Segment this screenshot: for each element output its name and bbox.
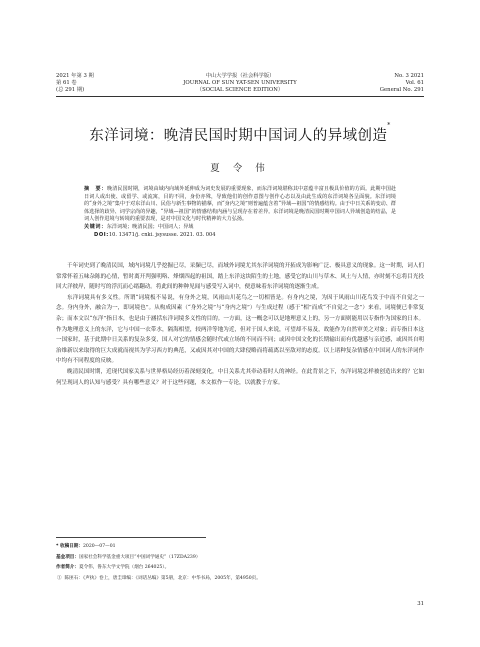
footnote-divider <box>56 537 206 538</box>
header-divider <box>56 96 424 97</box>
article-author: 夏 令 伟 <box>210 163 270 174</box>
fund-info: 基金项目：国家社会科学基金重大项目“中国词学通史”（17ZDA239） <box>56 554 201 560</box>
article-title: 东洋词境：晚清民国时期中国词人的异域创造* <box>89 122 391 144</box>
header-issue-info: 2021 年第 3 期 第 61 卷 (总 291 期) <box>56 73 94 94</box>
article-body <box>56 261 424 388</box>
citation-note: ① 陈匪石：《声执》卷上，唐圭璋编：《词话丛编》第5册，北京：中华书局，2005年，第4950页。 <box>57 575 261 581</box>
header-volume-info: No. 3 2021 Vol. 61 General No. 291 <box>379 73 424 94</box>
abstract-block <box>84 186 396 240</box>
title-footnote-mark: * <box>387 122 391 129</box>
body-paragraph: 东洋词境具有多义性。所谓“词境板不易说，有身外之境，风雨山川花鸟之一切相皆是。有身内之境，为因于风雨山川花鸟发于中而不自觉之一念。身内身外，融合为一，即词境也”。从构成因素（“身外之境”与“身内之境”）与生成过程（感于“相”而成“不自觉之一念”）来看，词境便已非常复杂；而本文以“东洋”指日本，也是由于涵括东洋词境多义性的目的。一方面，这一概念可以是地理意义上的，另一方面则能用以专指作为国家的日本。作为地理意义上的东洋，它与中国一衣带水，隔海相望，较两洋等地为近，但对于国人来说，可望却不易及，故能作为自然审美之对象；而专指日本这一国家时，基于此期中日关系的复杂多变，国人对它的情感会随时代或立场的不同而不同；或因中国文化的长期输出而有优越感与亲近感，或因其自明治维新以来取得的巨大成就而视其为学习西方的典范，又或因其对中国的大肆侵略而将疏离以至敌对的态度。以上诸种复杂情感在中国词人的东洋词作中均有不同程度的反映。 <box>56 294 424 365</box>
footnotes <box>56 542 424 584</box>
received-date: * 收稿日期：2020—07—01 <box>56 544 116 549</box>
author-bio: 作者简介：夏令伟，鲁东大学文学院（烟台 264025）。 <box>56 565 170 570</box>
body-paragraph: 晚清民国时期，近现代国家关系与世界格局经历着深刻变化，中日关系尤其牵动着时人的神经。在此背景之下，东洋词境怎样被创造出来的？它如何呈现词人的认知与感受？具有哪些意义？对于这些问题，本文拟作一专论，以就教于方家。 <box>56 368 424 386</box>
keywords: 关键词：东洋词境；晚清民国；中国词人；异域 <box>84 224 194 231</box>
body-paragraph: 千年词史到了晚清民国，域内词境几乎挖掘已尽，采撷已尽，而域外词境尤其东洋词境的开拓成为影响广泛、极具意义的现象。这一时期，词人们常常怀着五味杂陈的心情，暂时离开判强明咯、烽烟四起的祖国，踏上东洋这块陌生的土地，感受它的山川与草木、风土与人情，亦时刻不忘将目光投回大洋彼岸，随时写的浮沉而心绪翻动。将此间的种种见闻与感受写入词中，便意味着东洋词境的逐渐生成。 <box>56 263 424 291</box>
doi: DOI:10. 13471/j. cnki. jsysusse. 2021. 03. 004 <box>94 232 216 239</box>
header-journal-name: 中山大学学报（社会科学版） JOURNAL OF SUN YAT-SEN UNIVERSITY （SOCIAL SCIENCE EDITION） <box>183 73 297 94</box>
abstract: 摘 要：晚清民国时期，词境由域内向域外延伸成为词史发展的重要现象，而东洋词境堪称其中意蕴丰富且极具价值的方面。此期中国赴日词人或出使、或留学、或流寓，目的不同，身份亦殊，导致他们的创作意图与创作心态以及由此生成的东洋词境各呈面貌。东洋词境的“身外之境”集中于对东洋山川、民俗与新生事物的描摹，而“身内之境”则普遍蕴含着“异域—祖国”的情感结构。由于中日关系的变动、群体选择的歧异、词学宗尚的异趣，“异域—祖国”的情感结构内涵与呈现存在着差异。东洋词境是晚清民国时期中国词人异域创造的结晶，是词人创作进境与转境的重要表现，是对中国文化与时代精神的大力弘扬。 <box>84 186 396 223</box>
page-number: 31 <box>417 601 424 607</box>
